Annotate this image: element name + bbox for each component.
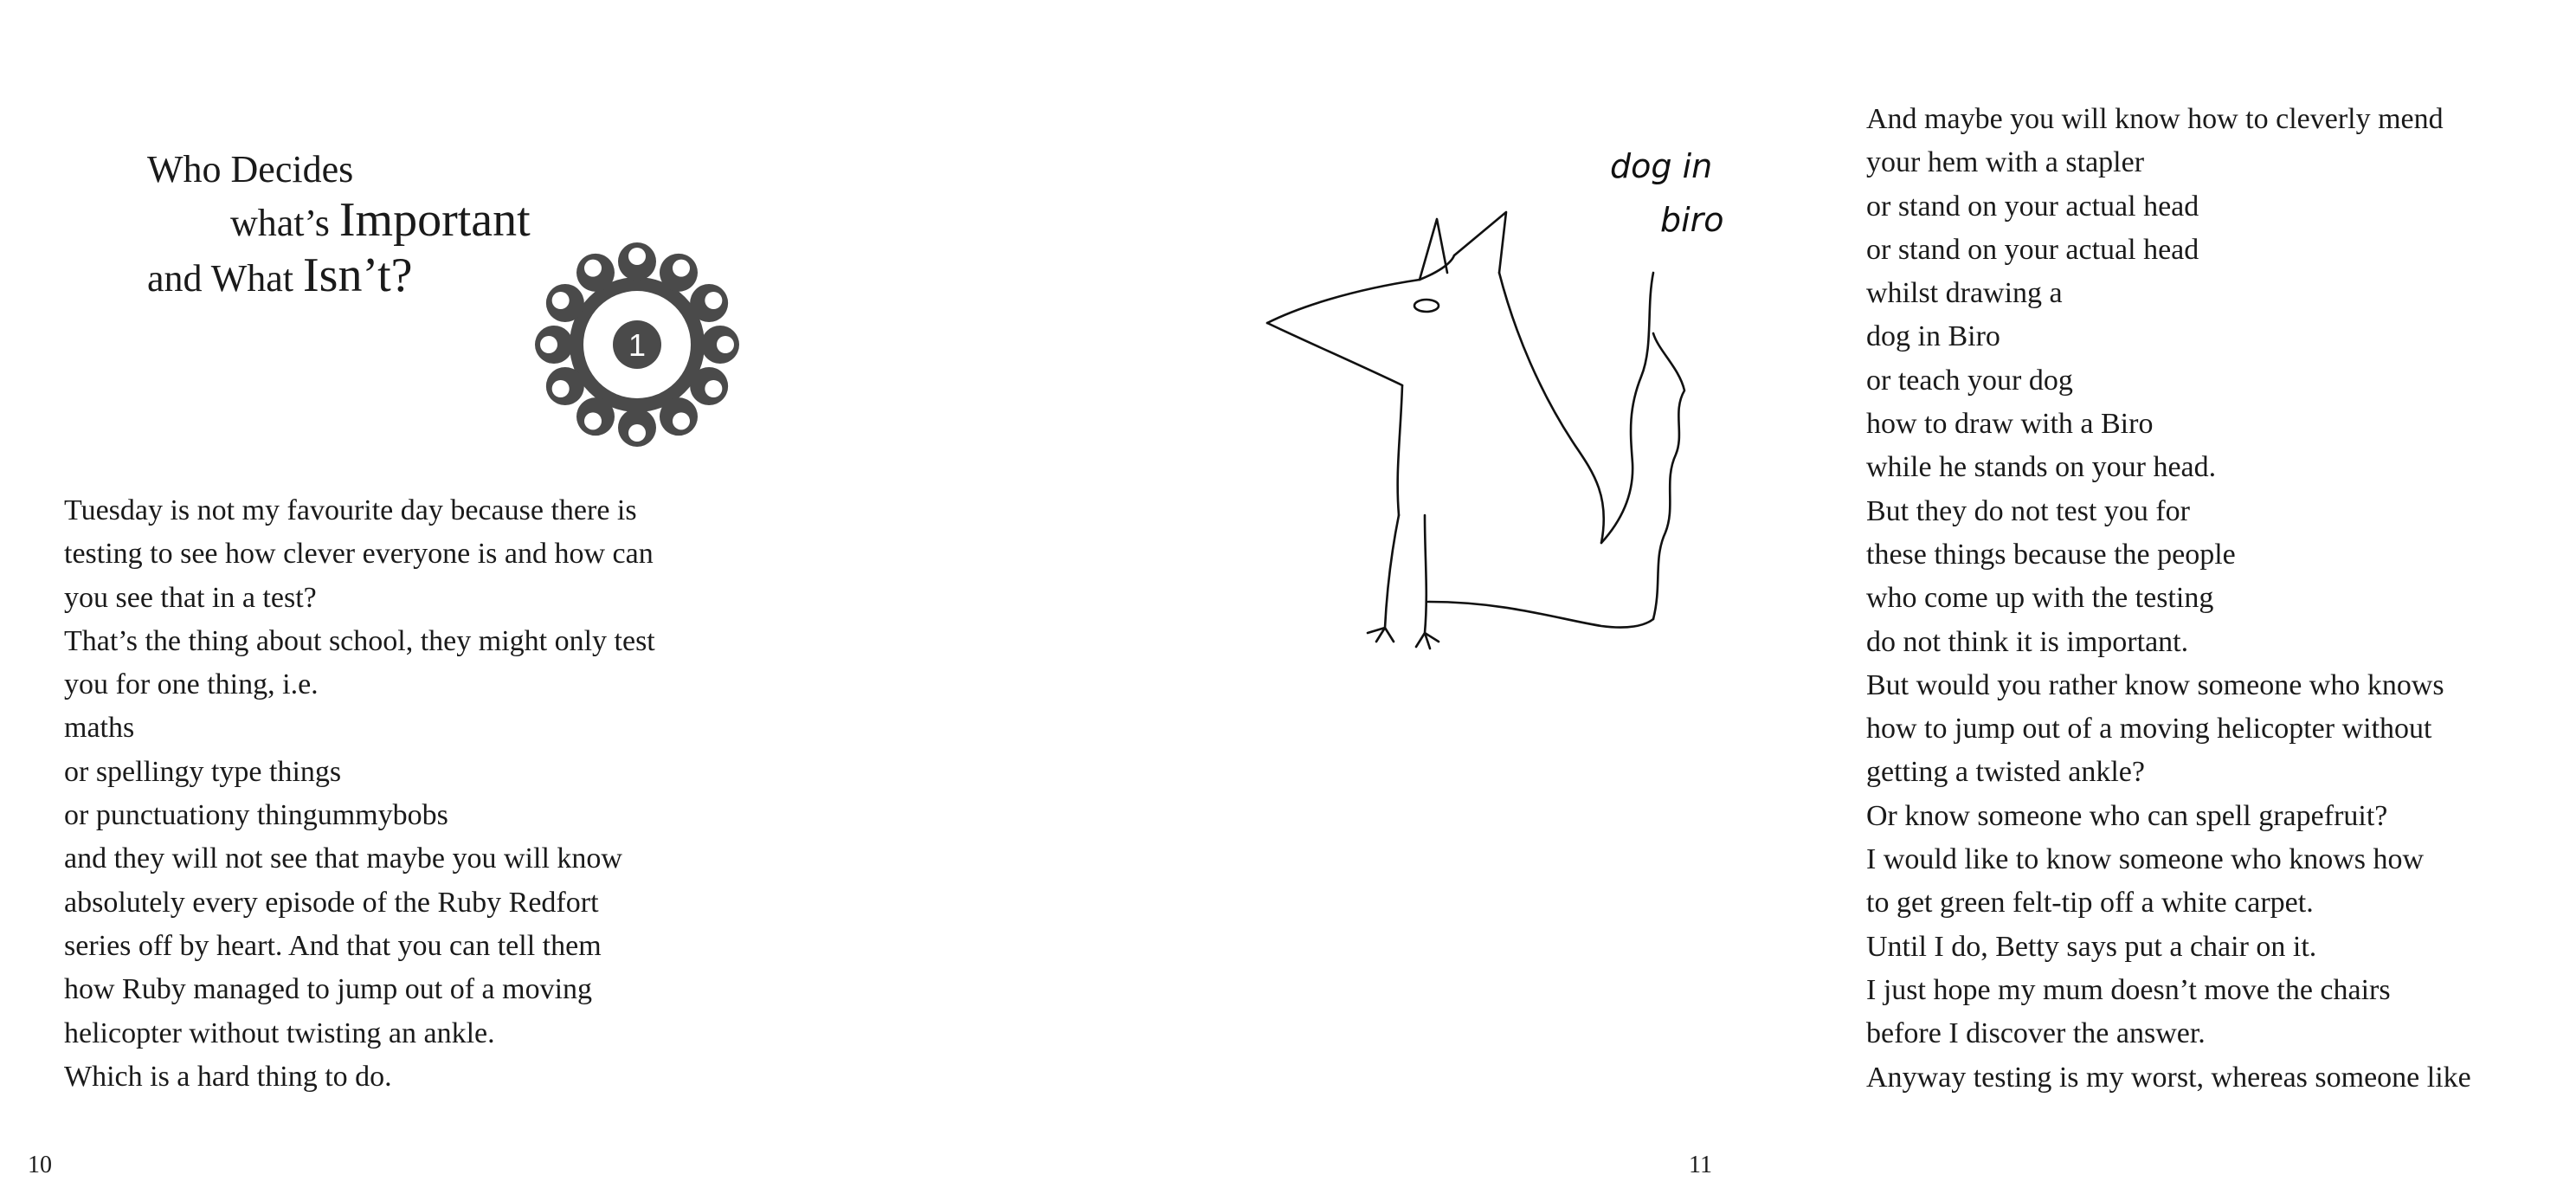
text-line: you for one thing, i.e.: [64, 668, 319, 701]
badge-petal-hole: [584, 260, 602, 277]
text-line: series off by heart. And that you can tell them: [64, 929, 602, 962]
title-line-2: [230, 192, 531, 248]
badge-petal-hole: [628, 248, 646, 265]
text-line: your hem with a stapler: [1866, 146, 2145, 179]
text-line: Until I do, Betty says put a chair on it.: [1866, 930, 2317, 963]
text-line: That’s the thing about school, they might only test: [64, 624, 655, 657]
text-line: or spellingy type things: [64, 755, 342, 788]
text-line: whilst drawing a: [1866, 277, 2063, 310]
title-line-2-emphasis: Important: [338, 193, 531, 247]
text-line: how to jump out of a moving helicopter without: [1866, 713, 2432, 745]
text-line: to get green felt-tip off a white carpet.: [1866, 887, 2314, 920]
title-line-3-prefix: and What: [147, 257, 304, 300]
page-number-right: 11: [1689, 1152, 1712, 1178]
badge-petal-hole: [673, 412, 690, 429]
dog-doodle: [1246, 147, 1731, 662]
badge-petal-hole: [705, 292, 722, 309]
badge-petal-hole: [552, 292, 570, 309]
badge-petal-hole: [628, 424, 646, 442]
title-line-3: [147, 248, 413, 303]
text-line: testing to see how clever everyone is and how can: [64, 538, 654, 571]
title-line-2-prefix: what’s: [230, 202, 339, 244]
text-line: you see that in a test?: [64, 581, 317, 614]
text-line: getting a twisted ankle?: [1866, 756, 2145, 789]
doodle-caption-line-2: biro: [1660, 201, 1724, 239]
badge-petal-hole: [540, 336, 557, 353]
text-line: Anyway testing is my worst, whereas someone like: [1866, 1061, 2471, 1094]
text-line: maths: [64, 712, 135, 745]
flower-badge-icon: [533, 241, 741, 449]
title-line-1: Who Decides: [147, 148, 354, 190]
text-line: or stand on your actual head: [1866, 190, 2199, 223]
doodle-caption-line-1: dog in: [1610, 147, 1713, 185]
badge-petal-hole: [717, 336, 734, 353]
title-line-3-emphasis: Isn’t?: [303, 248, 413, 302]
badge-petal-hole: [705, 380, 722, 397]
text-line: And maybe you will know how to cleverly mend: [1866, 103, 2444, 135]
text-line: who come up with the testing: [1866, 582, 2214, 615]
text-line: dog in Biro: [1866, 320, 2000, 353]
text-line: Tuesday is not my favourite day because there is: [64, 494, 637, 526]
text-line: or teach your dog: [1866, 364, 2073, 397]
chapter-number-badge: [533, 241, 741, 449]
text-line: before I discover the answer.: [1866, 1017, 2206, 1050]
text-line: I just hope my mum doesn’t move the chairs: [1866, 973, 2391, 1006]
text-line: Or know someone who can spell grapefruit?: [1866, 799, 2388, 832]
text-line: these things because the people: [1866, 538, 2236, 571]
text-line: and they will not see that maybe you will know: [64, 842, 622, 875]
text-line: Which is a hard thing to do.: [64, 1060, 392, 1093]
right-page-body: [1866, 98, 2576, 1100]
dog-drawing-icon: [1246, 147, 1731, 662]
text-line: I would like to know someone who knows how: [1866, 843, 2425, 876]
left-page-body: [64, 489, 826, 1099]
text-line: But would you rather know someone who knows: [1866, 668, 2444, 701]
page-number-left: 10: [28, 1152, 52, 1178]
badge-petal-hole: [552, 380, 570, 397]
text-line: or stand on your actual head: [1866, 233, 2199, 266]
text-line: or punctuationy thingummybobs: [64, 799, 448, 832]
text-line: while he stands on your head.: [1866, 451, 2217, 484]
text-line: how Ruby managed to jump out of a moving: [64, 973, 593, 1006]
text-line: how to draw with a Biro: [1866, 408, 2154, 441]
badge-petal-hole: [673, 260, 690, 277]
left-page: [0, 0, 866, 1194]
text-line: absolutely every episode of the Ruby Redfort: [64, 886, 599, 919]
badge-petal-hole: [584, 412, 602, 429]
text-line: But they do not test you for: [1866, 494, 2190, 527]
chapter-number: 1: [628, 327, 647, 363]
text-line: helicopter without twisting an ankle.: [64, 1017, 495, 1049]
text-line: do not think it is important.: [1866, 625, 2189, 658]
